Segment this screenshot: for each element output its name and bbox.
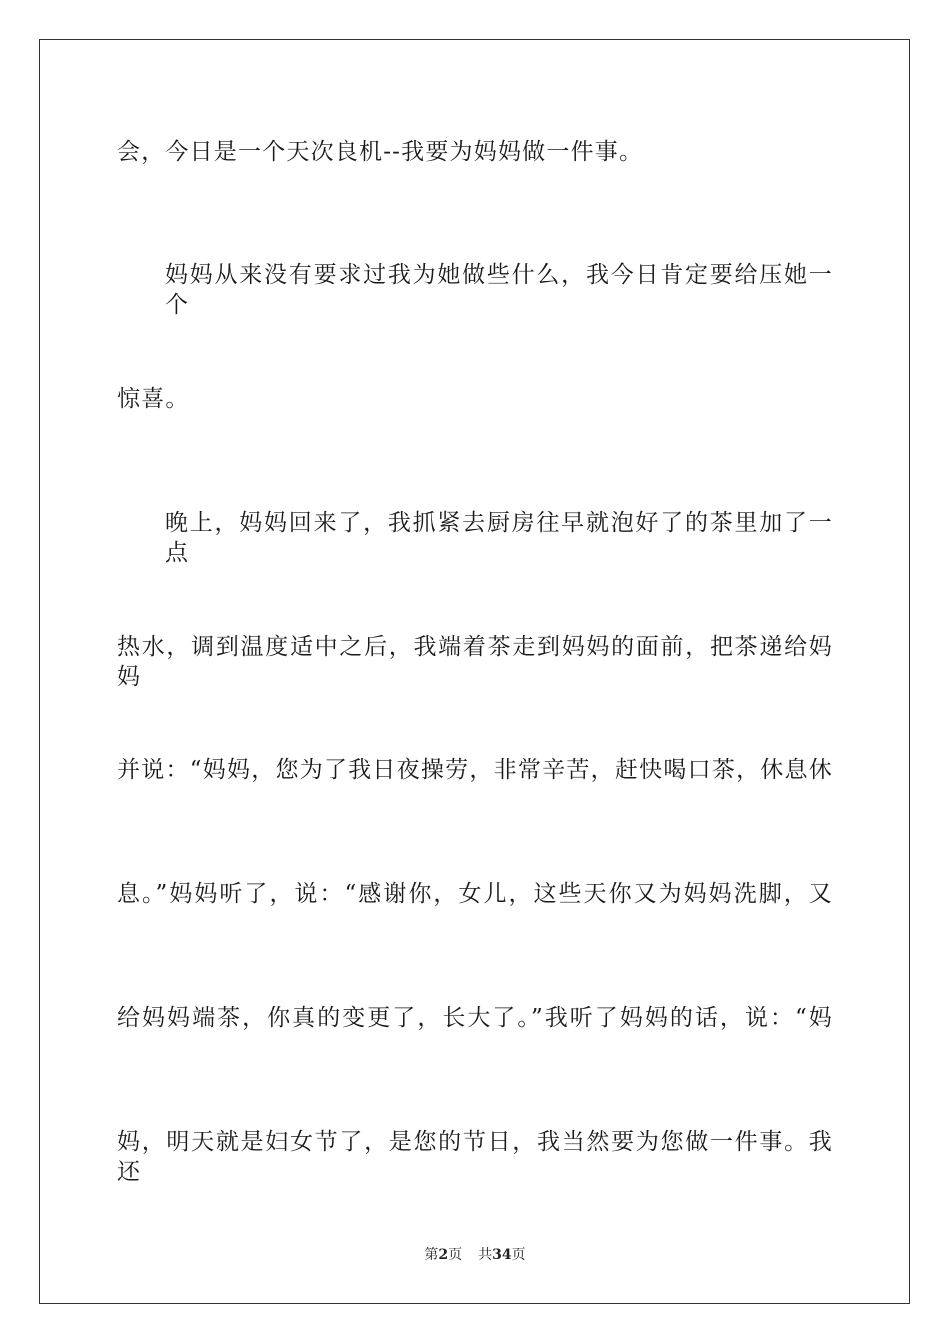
text-line-2: 妈妈从来没有要求过我为她做些什么，我今日肯定要给压她一个: [165, 262, 833, 318]
text-line-1: 会，今日是一个天次良机--我要为妈妈做一件事。: [117, 139, 644, 165]
text-line-3: 惊喜。: [117, 386, 190, 412]
text-line-5: 热水，调到温度适中之后，我端着茶走到妈妈的面前，把茶递给妈妈: [117, 634, 833, 690]
footer-page-number: 2: [438, 1247, 449, 1263]
footer-page-suffix: 页: [448, 1247, 463, 1263]
footer-total-suffix: 页: [511, 1247, 526, 1263]
text-line-9: 妈，明天就是妇女节了，是您的节日，我当然要为您做一件事。我还: [117, 1129, 833, 1185]
text-line-4: 晚上，妈妈回来了，我抓紧去厨房往早就泡好了的茶里加了一点: [165, 510, 833, 566]
footer-total-prefix: 共: [478, 1247, 493, 1263]
text-line-8: 给妈妈端茶，你真的变更了，长大了。”我听了妈妈的话，说：“妈: [117, 1005, 833, 1031]
text-line-6: 并说：“妈妈，您为了我日夜操劳，非常辛苦，赶快喝口茶，休息休: [117, 757, 833, 783]
text-line-7: 息。”妈妈听了，说：“感谢你，女儿，这些天你又为妈妈洗脚，又: [117, 881, 833, 907]
page-footer: [0, 1246, 950, 1264]
footer-total-pages: 34: [492, 1247, 512, 1263]
footer-page-prefix: 第: [424, 1247, 439, 1263]
